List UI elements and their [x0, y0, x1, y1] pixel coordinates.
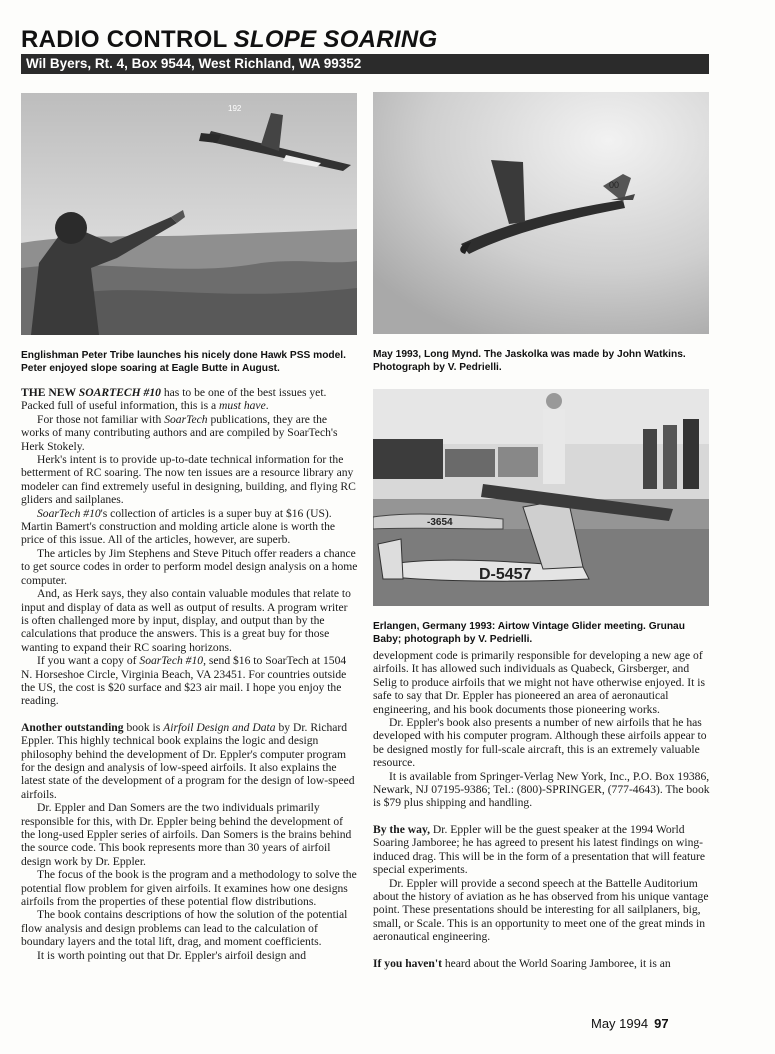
caption-photo1: Englishman Peter Tribe launches his nicely done Hawk PSS model. Peter enjoyed slope soaring at Eagle Butte in August. — [21, 350, 346, 374]
text-span: has to be one of the best issues yet. Packed full of useful information, this is a — [21, 386, 327, 413]
text-span: heard about the World Soaring Jamboree, it is an — [441, 956, 671, 970]
text-soartech-10: SoarTech #10 — [37, 506, 101, 520]
text-span: 's collection of articles is a super buy at $16 (US). Martin Bamert's construction and molding article alone is worth the price of this issue. All of the articles, however, are superb. — [21, 506, 336, 547]
left-column — [21, 386, 358, 962]
caption-photo3: Erlangen, Germany 1993: Airtow Vintage Glider meeting. Grunau Baby; photograph by V. Pedrielli. — [373, 621, 685, 645]
text-span: . — [265, 399, 269, 413]
paragraph-by-the-way — [373, 823, 711, 877]
plane-number-192: 192 — [228, 104, 242, 113]
glider-registration-d5457: D-5457 — [479, 566, 532, 583]
text-book-title: Airfoil Design and Data — [163, 720, 276, 734]
paragraph-herk-intent: Herk's intent is to provide up-to-date technical information for the betterment of RC soaring. The now ten issues are a resource library any modeler can find extremely useful in designing, building, and flying RC gliders and sailplanes. — [21, 453, 356, 507]
plane-number-00: 00 — [609, 180, 620, 190]
paragraph-focus: The focus of the book is the program and a methodology to solve the potential flow problem for given airfoils. It examines how one designs airfoils from the properties of these potential flow distributions. — [21, 868, 357, 909]
lead-another-outstanding: Another outstanding — [21, 720, 124, 734]
text-must-have: must have — [219, 399, 266, 413]
paragraph-development-code: development code is primarily responsible for developing a new age of airfoils. It has allowed such individuals as Quabeck, Girsberger, and Selig to produce airfoils that we might not have otherwise enjoyed. It is safe to say that Dr. Eppler has pioneered an area of aeronautical engineering, and his book documents those pioneering works. — [373, 649, 705, 716]
text-span: publications, they are the works of many contributing authors and are compiled by SoarTech's Herk Stokely. — [21, 412, 338, 453]
page-footer — [591, 1016, 669, 1031]
title-main: RADIO CONTROL — [21, 26, 228, 53]
text-span: by Dr. Richard Eppler. This highly technical book explains the logic and design philosophy behind the development of Dr. Eppler's computer program for the design and analysis of low-speed airfoils. It also explains the latest state of the development of a program for the design of low-speed airfoils. — [21, 720, 355, 801]
glider-registration-3654: -3654 — [427, 517, 453, 528]
photo-jaskolka-glider — [373, 92, 709, 334]
right-column — [373, 649, 711, 970]
lead-if-you-havent: If you haven't — [373, 956, 442, 970]
text-soartech: SoarTech — [164, 412, 208, 426]
paragraph-second-speech: Dr. Eppler will provide a second speech at the Battelle Auditorium about the history of aviation as he has observed from his unique vantage point. These presentations should be interesting for all sailplaners, big, small, or Scale. This is an opportunity to meet one of the great minds in aeronautical engineering. — [373, 876, 709, 944]
text-span: , send $16 to SoarTech at 1504 N. Horseshoe Circle, Virginia Beach, VA 23451. For countries outside the US, the cost is $20 surface and $23 air mail. I hope you enjoy the reading. — [21, 654, 347, 708]
lead-by-the-way: By the way, — [373, 822, 431, 836]
photo-peter-tribe-launch — [21, 93, 357, 335]
title-italic: SLOPE SOARING — [233, 26, 438, 53]
paragraph-worth-pointing: It is worth pointing out that Dr. Eppler's airfoil design and — [37, 948, 307, 962]
text-span: Dr. Eppler will be the guest speaker at the 1994 World Soaring Jamboree; he has agreed to present his latest findings on wing-induced drag. This will be in the form of a presentation that will feature special experiments. — [373, 822, 706, 877]
caption-photo2: May 1993, Long Mynd. The Jaskolka was made by John Watkins. Photograph by V. Pedrielli. — [373, 349, 686, 373]
lead-the-new: THE NEW — [21, 386, 79, 399]
byline-text: Wil Byers, Rt. 4, Box 9544, West Richland, WA 99352 — [26, 56, 362, 71]
paragraph-collection — [21, 507, 358, 547]
paragraph-descriptions: The book contains descriptions of how the solution of the potential flow analysis and design problems can lead to the calculation of boundary layers and the total lift, drag, and moment coefficients. — [21, 908, 348, 949]
paragraph-if-you-havent — [373, 957, 711, 970]
paragraph-eppler-somers: Dr. Eppler and Dan Somers are the two individuals primarily responsible for this, with Dr. Eppler being behind the development of the long-used Eppler series of airfoils. Dan Somers is the brains behind the source code. This book represents more than 30 years of airfoil design work by Dr. Eppler. — [21, 801, 352, 868]
column-title — [21, 26, 438, 54]
text-span: If you want a copy of — [37, 654, 140, 668]
text-span: book is — [123, 720, 164, 734]
text-span: For those not familiar with — [37, 412, 165, 426]
photo-grunau-baby-meeting — [373, 389, 709, 606]
paragraph-airfoil-book — [21, 721, 358, 801]
text-soartech-10: SoarTech #10 — [139, 654, 204, 668]
paragraph-new-airfoils: Dr. Eppler's book also presents a number of new airfoils that he has developed with his computer program. Although these airfoils appear to be designed mostly for full-scale aircraft, this is an extremely valuable resource. — [373, 716, 707, 770]
page-number: 97 — [654, 1016, 669, 1031]
lead-soartech-10: SOARTECH #10 — [78, 386, 161, 399]
paragraph-articles: The articles by Jim Stephens and Steve Pituch offer readers a chance to get source codes in order to perform model design analysis on a home computer. — [21, 546, 358, 587]
paragraph-soartech-intro — [21, 386, 358, 413]
issue-date: May 1994 — [591, 1016, 649, 1031]
byline-bar — [21, 54, 709, 74]
paragraph-soartech-publications — [21, 413, 358, 453]
paragraph-availability: It is available from Springer-Verlag New York, Inc., P.O. Box 19386, Newark, NJ 07195-9386; Tel.: (800)-SPRINGER, (777-4643). The book is $79 plus shipping and handling. — [373, 769, 710, 810]
paragraph-modules: And, as Herk says, they also contain valuable modules that relate to input and display of data as well as output of results. A program writer is often challenged more by input, display, and output than by the calculations that produce the answers. This is a great buy for those wanting to expand their RC soaring horizons. — [21, 587, 351, 654]
paragraph-order-info — [21, 654, 358, 708]
